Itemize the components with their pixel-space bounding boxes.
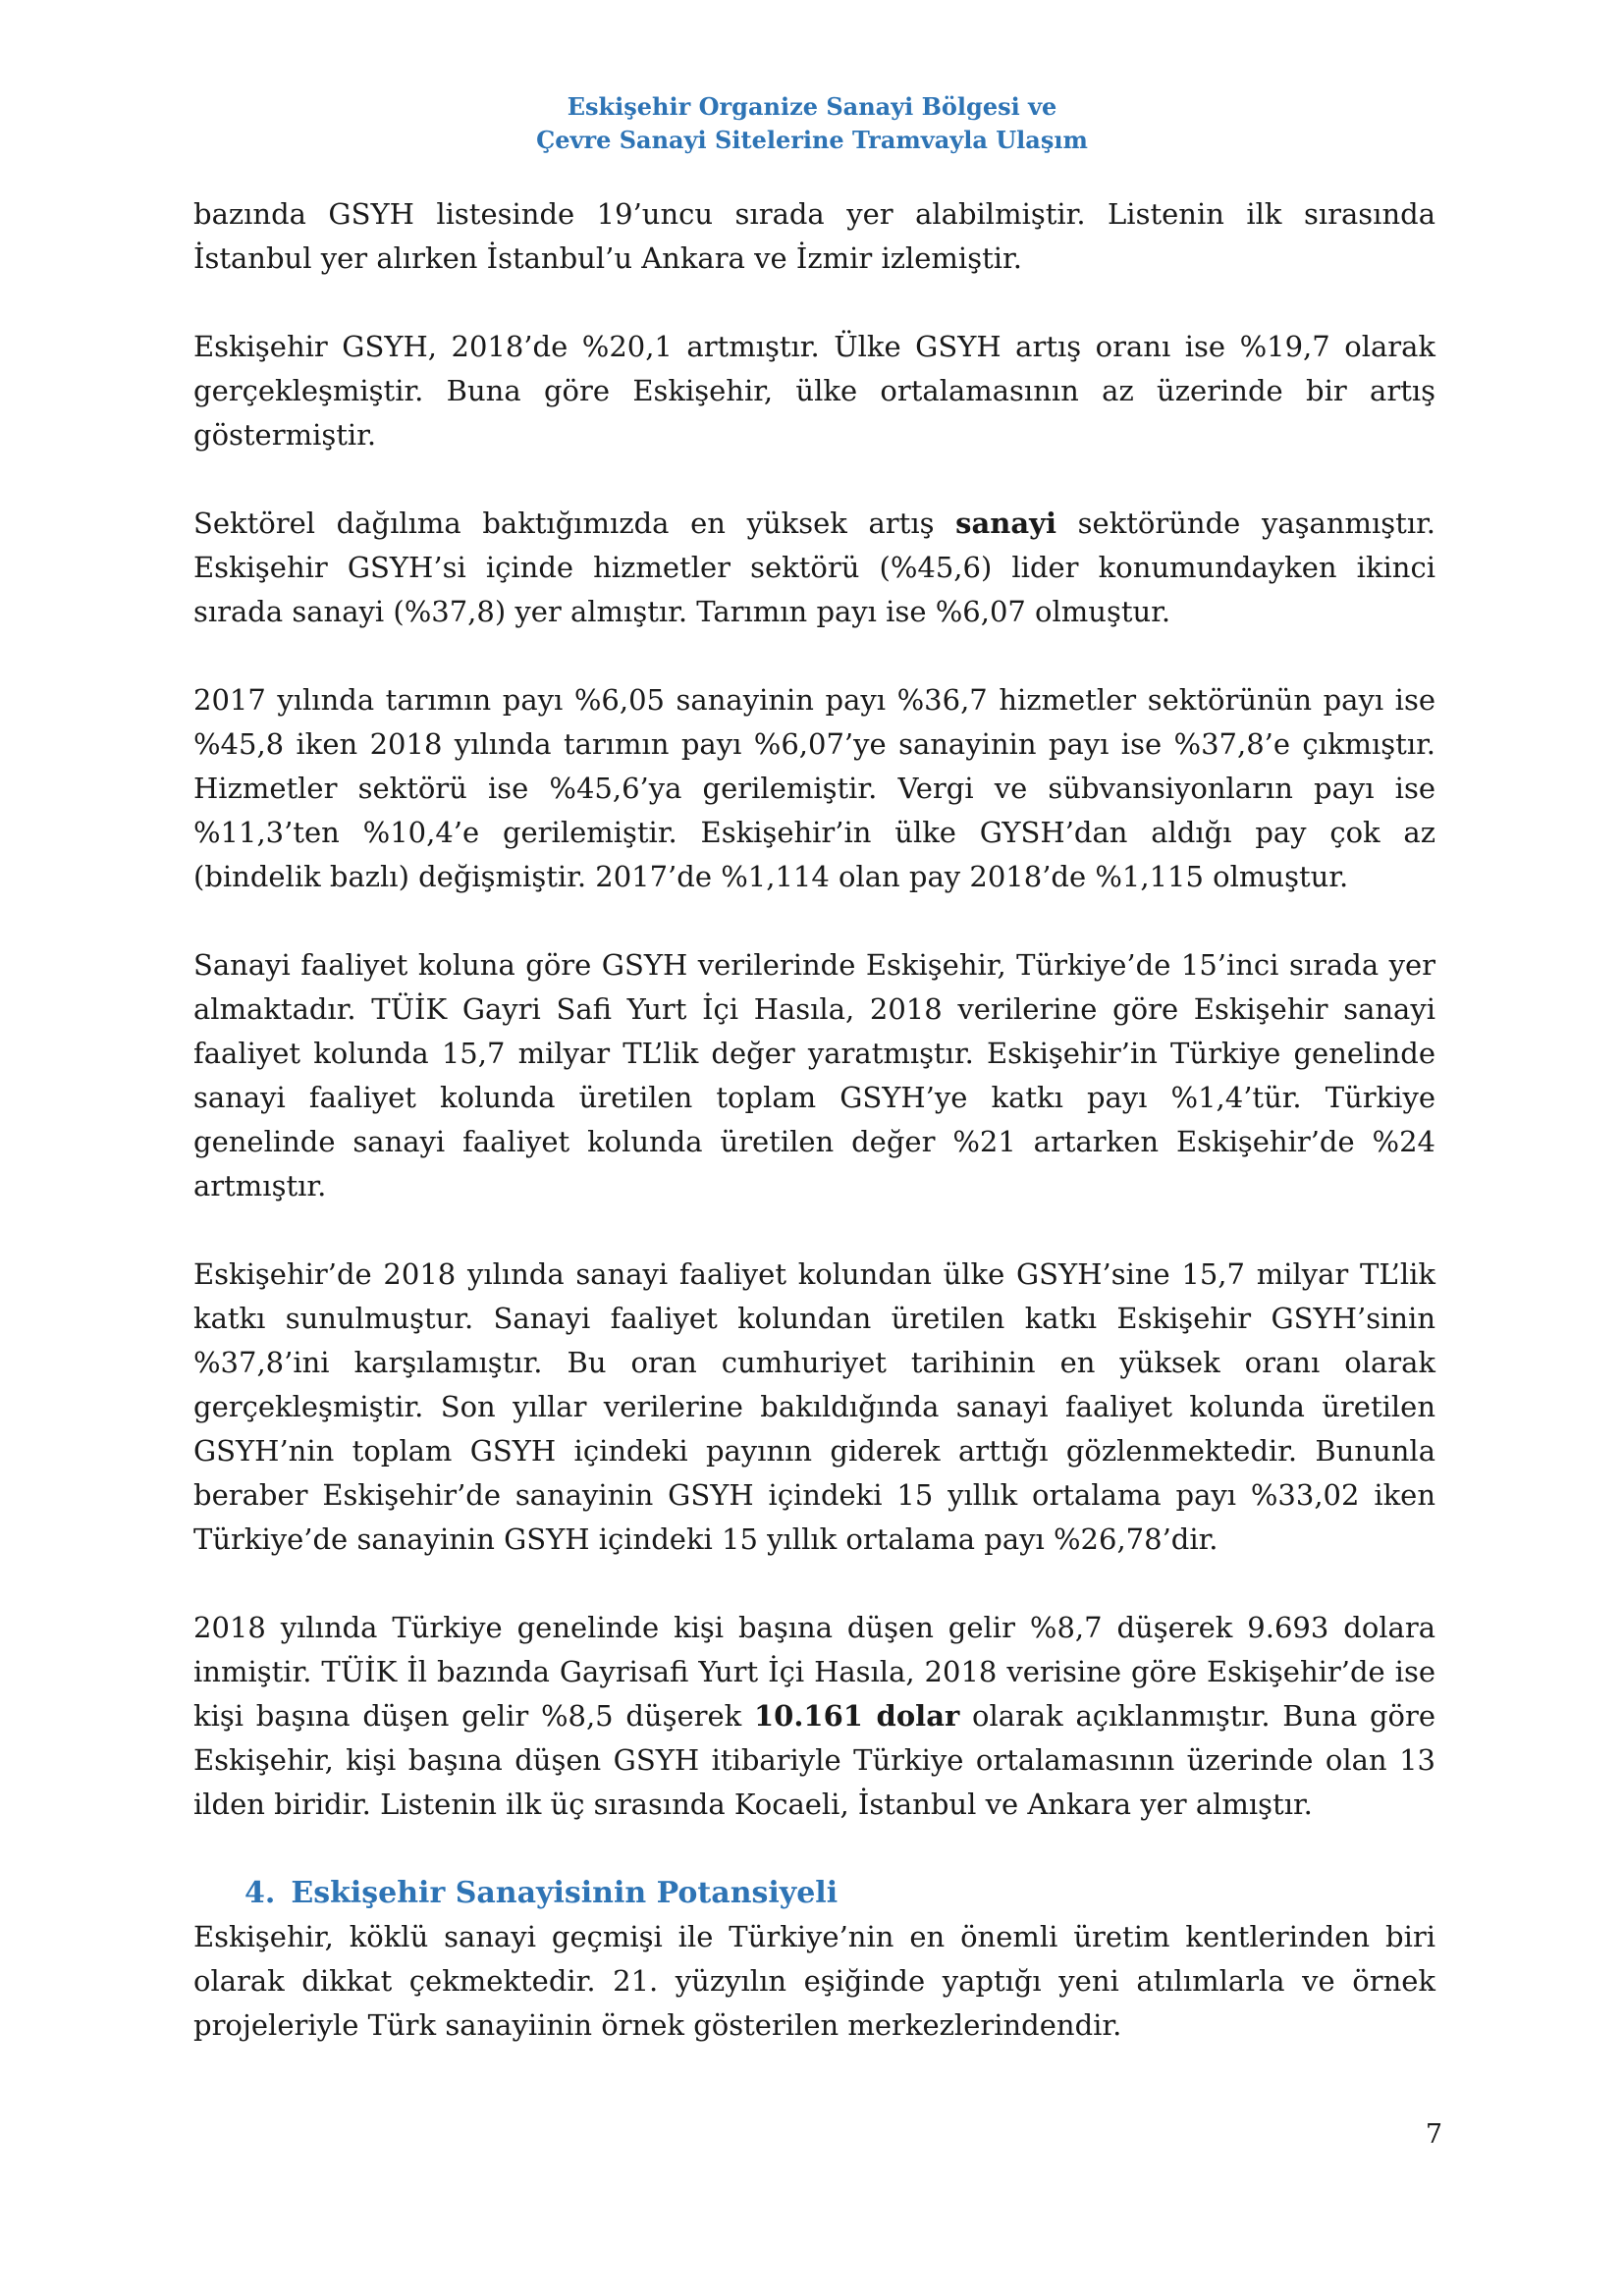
paragraph-industry-ranking: Sanayi faaliyet koluna göre GSYH verilerinde Eskişehir, Türkiye’de 15’inci sırada yer almaktadır. TÜİK Gayri Safi Yurt İçi Hasıla, 2018 verilerine göre Eskişehir sanayi faaliyet kolunda 15,7 milyar TL’lik değer yaratmıştır. Eskişehir’in Türkiye genelinde sanayi faaliyet kolunda üretilen toplam GSYH’ye katkı payı %1,4’tür. Türkiye genelinde sanayi faaliyet kolunda üretilen değer %21 artarken Eskişehir’de %24 artmıştır.	[193, 948, 1435, 1202]
page-number: 7	[1425, 2119, 1442, 2150]
section-heading	[193, 1871, 1435, 1915]
paragraph-text: sektöründe yaşanmıştır. Eskişehir GSYH’si içinde hizmetler sektörü (%45,6) lider konumundayken ikinci sırada sanayi (%37,8) yer almıştır. Tarımın payı ise %6,07 olmuştur.	[193, 507, 1435, 628]
section-title: Eskişehir Sanayisinin Potansiyeli	[291, 1876, 839, 1910]
paragraph-sector-shares: 2017 yılında tarımın payı %6,05 sanayinin payı %36,7 hizmetler sektörünün payı ise %45,8 iken 2018 yılında tarımın payı %6,07’ye sanayinin payı ise %37,8’e çıkmıştır. Hizmetler sektörü ise %45,6’ya gerilemiştir. Vergi ve sübvansiyonların payı ise %11,3’ten %10,4’e gerilemiştir. Eskişehir’in ülke GYSH’dan aldığı pay çok az (bindelik bazlı) değişmiştir. 2017’de %1,114 olan pay 2018’de %1,115 olmuştur.	[193, 683, 1435, 893]
section-number: 4.	[244, 1876, 276, 1910]
paragraph-per-capita-income	[193, 1606, 1435, 1827]
paragraph-text: 2018 yılında Türkiye genelinde kişi başına düşen gelir %8,7 düşerek 9.693 dolara inmiştir. TÜİK İl bazında Gayrisafi Yurt İçi Hasıla, 2018 verisine göre Eskişehir’de ise kişi başına düşen gelir %8,5 düşerek	[193, 1611, 1435, 1733]
bold-term-sanayi: sanayi	[955, 507, 1056, 540]
paragraph-section-intro: Eskişehir, köklü sanayi geçmişi ile Türkiye’nin en önemli üretim kentlerinden biri olarak dikkat çekmektedir. 21. yüzyılın eşiğinde yaptığı yeni atılımlarla ve örnek projeleriyle Türk sanayiinin örnek gösterilen merkezlerindendir.	[193, 1920, 1435, 2042]
paragraph-text: Sektörel dağılıma baktığımızda en yüksek artış	[193, 507, 956, 540]
page-body	[193, 192, 1435, 2048]
running-header	[0, 90, 1624, 157]
running-header-line-1: Eskişehir Organize Sanayi Bölgesi ve	[567, 92, 1057, 121]
paragraph-sector-distribution	[193, 502, 1435, 634]
bold-value-income: 10.161 dolar	[753, 1699, 960, 1733]
paragraph-industry-contribution: Eskişehir’de 2018 yılında sanayi faaliyet kolundan ülke GSYH’sine 15,7 milyar TL’lik katkı sunulmuştur. Sanayi faaliyet kolundan üretilen katkı Eskişehir GSYH’sinin %37,8’ini karşılamıştır. Bu oran cumhuriyet tarihinin en yüksek oranı olarak gerçekleşmiştir. Son yıllar verilerine bakıldığında sanayi faaliyet kolunda üretilen GSYH’nin toplam GSYH içindeki payının giderek arttığı gözlenmektedir. Bununla beraber Eskişehir’de sanayinin GSYH içindeki 15 yıllık ortalama payı %33,02 iken Türkiye’de sanayinin GSYH içindeki 15 yıllık ortalama payı %26,78’dir.	[193, 1257, 1435, 1556]
running-header-line-2: Çevre Sanayi Sitelerine Tramvayla Ulaşım	[536, 126, 1088, 154]
paragraph-gsyh-ranking: bazında GSYH listesinde 19’uncu sırada yer alabilmiştir. Listenin ilk sırasında İstanbul yer alırken İstanbul’u Ankara ve İzmir izlemiştir.	[193, 197, 1435, 275]
paragraph-gsyh-growth: Eskişehir GSYH, 2018’de %20,1 artmıştır. Ülke GSYH artış oranı ise %19,7 olarak gerçekleşmiştir. Buna göre Eskişehir, ülke ortalamasının az üzerinde bir artış göstermiştir.	[193, 330, 1435, 452]
paragraph-text: olarak açıklanmıştır. Buna göre Eskişehir, kişi başına düşen GSYH itibariyle Türkiye ortalamasının üzerinde olan 13 ilden biridir. Listenin ilk üç sırasında Kocaeli, İstanbul ve Ankara yer almıştır.	[193, 1699, 1435, 1821]
